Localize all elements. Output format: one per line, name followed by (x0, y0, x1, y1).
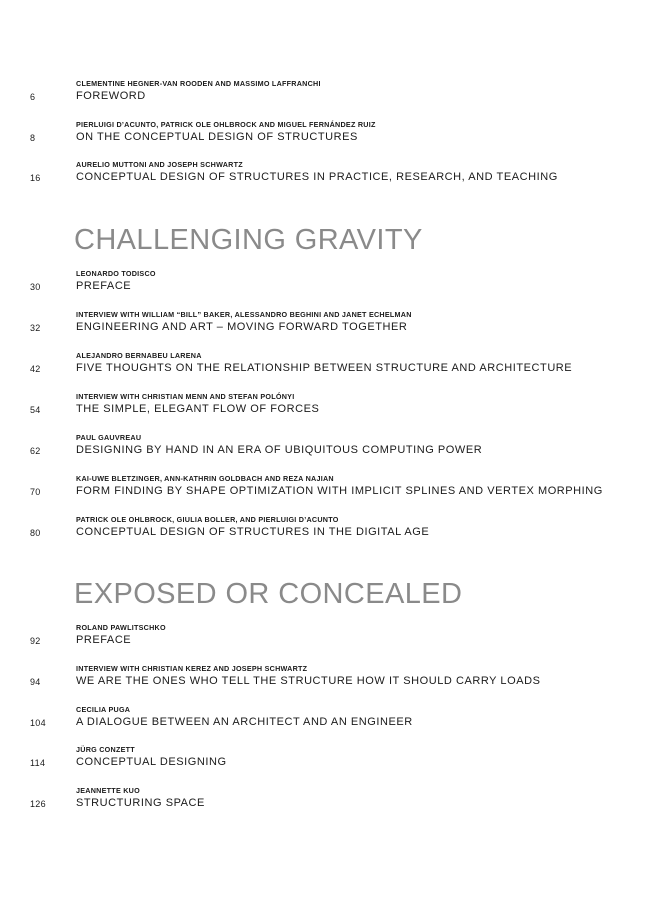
entry-author: JÜRG CONZETT (76, 745, 135, 754)
entry-page-number: 70 (30, 487, 41, 497)
entry-page-number: 8 (30, 133, 36, 143)
entry-author: PIERLUIGI D’ACUNTO, PATRICK OLE OHLBROCK AND MIGUEL FERNÁNDEZ RUIZ (76, 120, 376, 129)
entry-author: JEANNETTE KUO (76, 786, 140, 795)
entry-author: ROLAND PAWLITSCHKO (76, 623, 166, 632)
section-heading: EXPOSED OR CONCEALED (74, 578, 463, 610)
entry-page-number: 94 (30, 677, 41, 687)
entry-page-number: 114 (30, 758, 46, 768)
entry-author: PAUL GAUVREAU (76, 433, 142, 442)
entry-title[interactable]: THE SIMPLE, ELEGANT FLOW OF FORCES (76, 403, 320, 415)
entry-title[interactable]: FIVE THOUGHTS ON THE RELATIONSHIP BETWEEN STRUCTURE AND ARCHITECTURE (76, 362, 573, 374)
entry-title[interactable]: ON THE CONCEPTUAL DESIGN OF STRUCTURES (76, 131, 358, 143)
entry-author: PATRICK OLE OHLBROCK, GIULIA BOLLER, AND PIERLUIGI D’ACUNTO (76, 515, 339, 524)
entry-title[interactable]: A DIALOGUE BETWEEN AN ARCHITECT AND AN ENGINEER (76, 716, 413, 728)
entry-title[interactable]: PREFACE (76, 634, 132, 646)
entry-title[interactable]: FORM FINDING BY SHAPE OPTIMIZATION WITH IMPLICIT SPLINES AND VERTEX MORPHING (76, 485, 603, 497)
entry-page-number: 104 (30, 718, 46, 728)
entry-author: ALEJANDRO BERNABEU LARENA (76, 351, 202, 360)
entry-title[interactable]: ENGINEERING AND ART – MOVING FORWARD TOGETHER (76, 321, 408, 333)
entry-author: CLEMENTINE HEGNER-VAN ROODEN AND MASSIMO LAFFRANCHI (76, 79, 321, 88)
section-heading: CHALLENGING GRAVITY (74, 224, 423, 256)
entry-title[interactable]: FOREWORD (76, 90, 146, 102)
entry-page-number: 92 (30, 636, 41, 646)
entry-author: INTERVIEW WITH CHRISTIAN MENN AND STEFAN POLÓNYI (76, 392, 295, 401)
entry-title[interactable]: CONCEPTUAL DESIGNING (76, 756, 227, 768)
entry-author: INTERVIEW WITH WILLIAM “BILL” BAKER, ALESSANDRO BEGHINI AND JANET ECHELMAN (76, 310, 412, 319)
entry-title[interactable]: STRUCTURING SPACE (76, 797, 205, 809)
entry-page-number: 54 (30, 405, 41, 415)
entry-page-number: 32 (30, 323, 41, 333)
entry-title[interactable]: CONCEPTUAL DESIGN OF STRUCTURES IN THE DIGITAL AGE (76, 526, 430, 538)
entry-author: LEONARDO TODISCO (76, 269, 156, 278)
entry-author: CECILIA PUGA (76, 705, 131, 714)
entry-author: KAI-UWE BLETZINGER, ANN-KATHRIN GOLDBACH AND REZA NAJIAN (76, 474, 334, 483)
entry-page-number: 6 (30, 92, 36, 102)
entry-page-number: 126 (30, 799, 46, 809)
entry-page-number: 80 (30, 528, 41, 538)
entry-page-number: 16 (30, 173, 41, 183)
entry-title[interactable]: DESIGNING BY HAND IN AN ERA OF UBIQUITOUS COMPUTING POWER (76, 444, 483, 456)
entry-page-number: 42 (30, 364, 41, 374)
entry-title[interactable]: PREFACE (76, 280, 132, 292)
entry-page-number: 30 (30, 282, 41, 292)
entry-title[interactable]: WE ARE THE ONES WHO TELL THE STRUCTURE HOW IT SHOULD CARRY LOADS (76, 675, 541, 687)
entry-page-number: 62 (30, 446, 41, 456)
entry-author: INTERVIEW WITH CHRISTIAN KEREZ AND JOSEPH SCHWARTZ (76, 664, 308, 673)
entry-author: AURELIO MUTTONI AND JOSEPH SCHWARTZ (76, 160, 243, 169)
entry-title[interactable]: CONCEPTUAL DESIGN OF STRUCTURES IN PRACTICE, RESEARCH, AND TEACHING (76, 171, 558, 183)
